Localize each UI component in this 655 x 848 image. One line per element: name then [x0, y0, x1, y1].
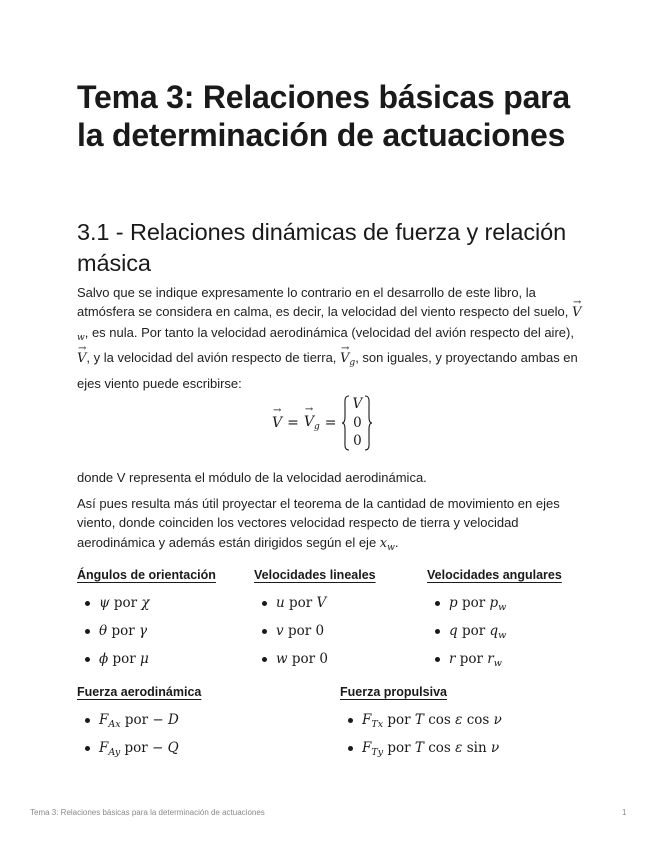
list-item: ψ por χ [77, 589, 150, 617]
matrix-entry: 0 [353, 433, 362, 450]
matrix-entry: 0 [353, 414, 362, 431]
aerodynamic-force-list [77, 706, 179, 762]
list-item: u por V [254, 589, 328, 617]
paragraph-end: . [394, 534, 399, 550]
list-item: v por 0 [254, 617, 328, 645]
velocity-equation [272, 395, 373, 451]
list-item: r por $r_w$ [427, 645, 506, 673]
paragraph-text: Así pues resulta más útil proyectar el teorema de la cantidad de movimiento en ejes viento, donde coinciden los vectores velocidad respecto de tierra y velocidad aerodinámica y además están dirigidos según el eje [77, 496, 560, 550]
paragraph-text: , son iguales, y proyectando ambas en ejes viento puede escribirse: [77, 350, 578, 391]
equation-middle: → $V_g$ [304, 414, 320, 432]
paragraph-text: Salvo que se indique expresamente lo contrario en el desarrollo de este libro, la atmósfera se considera en calma, es decir, la velocidad del viento respecto del suelo, [77, 285, 572, 320]
list-item: $F_{Ay}$ por − Q [77, 734, 179, 762]
orientation-angles-heading: Ángulos de orientación [77, 568, 216, 582]
airspeed-symbol: → V [77, 351, 86, 366]
wind-axis-symbol: $x_w$ [379, 535, 395, 553]
list-item: θ por γ [77, 617, 150, 645]
wind-velocity-symbol: → $V_w$ [77, 305, 581, 340]
equals-sign: = [324, 415, 337, 431]
footer-title: Tema 3: Relaciones básicas para la determinación de actuaciones [30, 808, 265, 817]
linear-velocities-heading: Velocidades lineales [254, 568, 376, 582]
equation-lhs: → V [272, 415, 282, 431]
propulsive-force-heading: Fuerza propulsiva [340, 685, 447, 699]
propulsive-force-list [340, 706, 502, 762]
list-item: $F_{Tx}$ por T cos ε cos ν [340, 706, 502, 734]
paragraph-wind-axes [77, 494, 582, 558]
paragraph-v-definition: donde V representa el módulo de la velocidad aerodinámica. [77, 470, 427, 485]
right-brace-icon [364, 395, 373, 451]
velocity-vector-matrix [352, 395, 362, 451]
list-item: q por $q_w$ [427, 617, 506, 645]
matrix-entry: V [352, 396, 363, 413]
left-brace-icon [341, 395, 350, 451]
list-item: w por 0 [254, 645, 328, 673]
document-title: Tema 3: Relaciones básicas para la determinación de actuaciones [77, 79, 571, 153]
list-item: ϕ por μ [77, 645, 150, 673]
list-item: $F_{Ty}$ por T cos ε sin ν [340, 734, 502, 762]
section-title: 3.1 - Relaciones dinámicas de fuerza y relación másica [77, 219, 567, 276]
angular-velocities-heading: Velocidades angulares [427, 568, 562, 582]
list-item: $F_{Ax}$ por − D [77, 706, 179, 734]
paragraph-text: , es nula. Por tanto la velocidad aerodinámica (velocidad del avión respecto del aire), [84, 324, 574, 340]
linear-velocities-list [254, 589, 328, 673]
angular-velocities-list [427, 589, 506, 673]
page-number: 1 [622, 808, 627, 817]
orientation-angles-list [77, 589, 150, 673]
ground-velocity-symbol: → $V_g$ [340, 351, 355, 366]
aerodynamic-force-heading: Fuerza aerodinámica [77, 685, 202, 699]
equals-sign: = [287, 415, 299, 431]
paragraph-wind-assumption [77, 283, 582, 393]
list-item: p por $p_w$ [427, 589, 506, 617]
paragraph-text: , y la velocidad del avión respecto de tierra, [86, 350, 341, 366]
